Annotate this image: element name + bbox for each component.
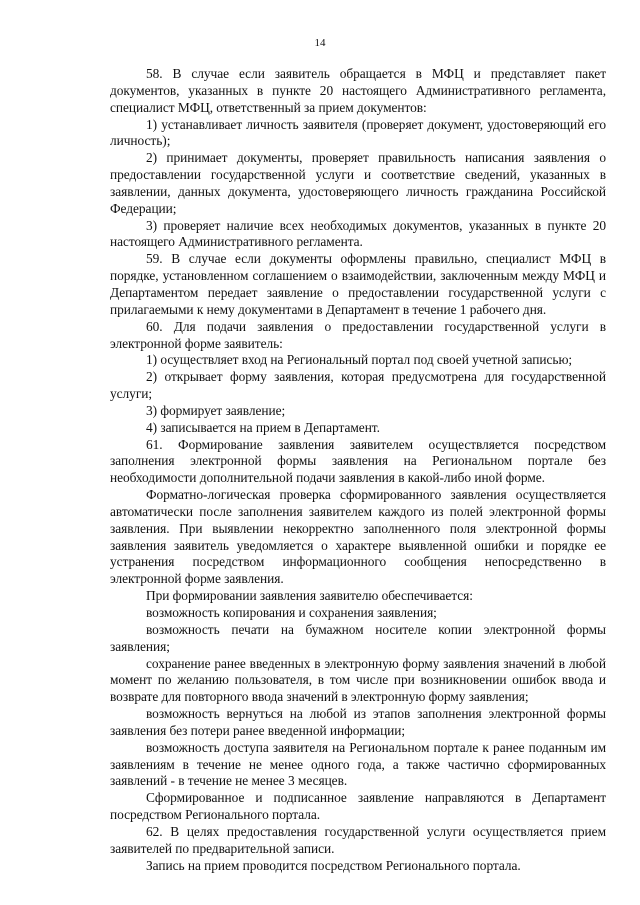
paragraph-62-booking: Запись на прием проводится посредством Регионального портала. [146, 857, 521, 873]
paragraph-61: 61. Формирование заявления заявителем осуществляется посредством заполнения электронной формы заявления на Региональном портале без необходимости дополнительной подачи заявления в какой-либо иной форме. [110, 436, 606, 486]
provided-item-return: возможность вернуться на любой из этапов заполнения электронной формы заявления без потери ранее введенной информации; [110, 706, 606, 738]
paragraph-58-item-3: 3) проверяет наличие всех необходимых документов, указанных в пункте 20 настоящего Административного регламента. [110, 217, 606, 250]
paragraph-60-item-1: 1) осуществляет вход на Региональный портал под своей учетной записью; [146, 352, 573, 368]
paragraph-60-item-4: 4) записывается на прием в Департамент. [146, 419, 380, 435]
page-number: 14 [314, 37, 326, 49]
paragraph-59: 59. В случае если документы оформлены правильно, специалист МФЦ в порядке, установленном соглашением о взаимодействии, заключенным между МФЦ и Департаментом передает заявление о предоставлении государственной услуги с прилагаемыми к нему документами в Департамент в течение 1 рабочего дня. [110, 251, 606, 317]
document-body [110, 66, 606, 875]
paragraph-58: 58. В случае если заявитель обращается в МФЦ и представляет пакет документов, указанных в пункте 20 настоящего Административного регламента, специалист МФЦ, ответственный за прием документов: [110, 66, 606, 115]
provided-item-save: сохранение ранее введенных в электронную форму заявления значений в любой момент по желанию пользователя, в том числе при возникновении ошибок ввода и возврате для повторного ввода значений в электронную форму заявления; [110, 655, 606, 705]
paragraph-58-item-1: 1) устанавливает личность заявителя (проверяет документ, удостоверяющий его личность); [110, 116, 606, 149]
provided-item-access: возможность доступа заявителя на Региональном портале к ранее поданным им заявлениям в течение не менее одного года, а также частично сформированных заявлений - в течение не менее 3 месяцев. [110, 739, 606, 789]
paragraph-61-provided: При формировании заявления заявителю обеспечивается: [146, 588, 473, 604]
paragraph-58-item-2: 2) принимает документы, проверяет правильность написания заявления о предоставлении государственной услуги и соответствие сведений, указанных в заявлении, данных документа, удостоверяющего личность гражданина Российской Федерации; [110, 150, 606, 216]
paragraph-60: 60. Для подачи заявления о предоставлении государственной услуги в электронной форме заявитель: [110, 318, 606, 351]
paragraph-61-sent: Сформированное и подписанное заявление направляются в Департамент посредством Регионального портала. [110, 790, 606, 823]
provided-item-print: возможность печати на бумажном носителе копии электронной формы заявления; [110, 621, 606, 654]
paragraph-61-check: Форматно-логическая проверка сформированного заявления осуществляется автоматически после заполнения заявителем каждого из полей электронной формы заявления. При выявлении некорректно заполненного поля электронной формы заявления заявитель уведомляется о характере выявленной ошибки и порядке ее устранения посредством информационного сообщения непосредственно в электронной форме заявления. [110, 487, 606, 587]
provided-item-copy: возможность копирования и сохранения заявления; [146, 605, 437, 620]
paragraph-62: 62. В целях предоставления государственной услуги осуществляется прием заявителей по предварительной записи. [110, 823, 606, 856]
paragraph-60-item-2: 2) открывает форму заявления, которая предусмотрена для государственной услуги; [110, 369, 606, 402]
paragraph-60-item-3: 3) формирует заявление; [146, 402, 286, 418]
